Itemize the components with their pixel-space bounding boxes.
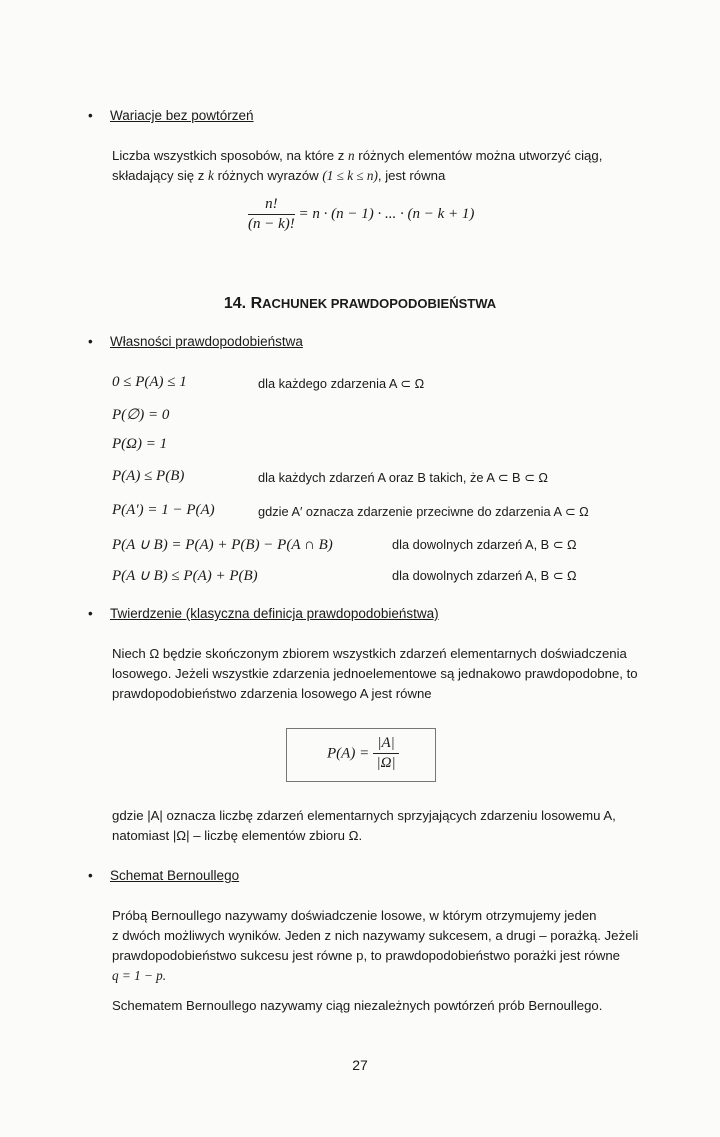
text-line: Schematem Bernoullego nazywamy ciąg niezależnych powtórzeń prób Bernoullego. (112, 998, 603, 1013)
variations-text (112, 146, 632, 186)
text-line: Niech Ω będzie skończonym zbiorem wszystkich zdarzeń elementarnych doświadczenia (112, 646, 627, 661)
property-formula: P(∅) = 0 (112, 407, 170, 423)
text: Liczba wszystkich sposobów, na które z (112, 148, 345, 163)
property-formula: P(Ω) = 1 (112, 436, 168, 452)
formula-rhs: = n · (n − 1) · ... · (n − k + 1) (298, 205, 475, 222)
property-description: dla dowolnych zdarzeń A, B ⊂ Ω (392, 537, 577, 552)
formula-box (286, 728, 436, 782)
text: składający się z (112, 168, 205, 183)
variable-k: k (208, 168, 214, 183)
property-formula: P(A′) = 1 − P(A) (112, 502, 215, 518)
text-line: prawdopodobieństwo zdarzenia losowego A jest równe (112, 686, 432, 701)
bernoulli-paragraph (112, 906, 642, 986)
variations-formula (248, 196, 474, 233)
formula-line: q = 1 − p. (112, 968, 167, 983)
text-line: natomiast |Ω| – liczbę elementów zbioru Ω. (112, 828, 363, 843)
page-number: 27 (352, 1057, 368, 1073)
section-variations-heading (88, 108, 254, 123)
text: różnych wyrazów (217, 168, 319, 183)
section-bernoulli-heading (88, 868, 239, 883)
chapter-title-initial: R (250, 295, 263, 312)
section-title: Własności prawdopodobieństwa (110, 334, 303, 349)
chapter-number: 14. (223, 295, 247, 312)
section-title: Wariacje bez powtórzeń (110, 108, 254, 123)
formula-denominator: (n − k)! (248, 216, 295, 232)
section-title: Schemat Bernoullego (110, 868, 240, 883)
text-line: losowego. Jeżeli wszystkie zdarzenia jednoelementowe są jednakowo prawdopodobne, to (112, 666, 638, 681)
property-description: dla dowolnych zdarzeń A, B ⊂ Ω (392, 568, 577, 583)
section-title: Twierdzenie (klasyczna definicja prawdopodobieństwa) (110, 606, 439, 621)
bullet: • (88, 868, 93, 883)
formula-numerator: |A| (373, 735, 398, 754)
bullet: • (88, 334, 93, 349)
formula-denominator: |Ω| (376, 755, 396, 771)
formula-numerator: n! (248, 196, 295, 215)
text-line: prawdopodobieństwo sukcesu jest równe p, to prawdopodobieństwo porażki jest równe (112, 948, 621, 963)
text-line: gdzie |A| oznacza liczbę zdarzeń elementarnych sprzyjających zdarzeniu losowemu A, (112, 808, 616, 823)
condition: (1 ≤ k ≤ n) (322, 168, 378, 183)
bullet: • (88, 606, 93, 621)
property-formula: 0 ≤ P(A) ≤ 1 (112, 374, 187, 390)
chapter-heading (0, 295, 720, 313)
property-description: gdzie A′ oznacza zdarzenie przeciwne do zdarzenia A ⊂ Ω (258, 504, 589, 519)
property-description: dla każdych zdarzeń A oraz B takich, że A ⊂ B ⊂ Ω (258, 470, 548, 485)
text-line: Próbą Bernoullego nazywamy doświadczenie losowe, w którym otrzymujemy jeden (112, 908, 597, 923)
chapter-title-rest: ACHUNEK PRAWDOPODOBIEŃSTWA (262, 296, 497, 311)
bullet: • (88, 108, 93, 123)
text: , jest równa (377, 168, 446, 183)
property-description: dla każdego zdarzenia A ⊂ Ω (258, 376, 425, 391)
formula-lhs: P(A) = (327, 745, 370, 762)
bernoulli-definition (112, 996, 642, 1016)
property-formula: P(A ∪ B) = P(A) + P(B) − P(A ∩ B) (112, 537, 333, 553)
property-formula: P(A ∪ B) ≤ P(A) + P(B) (112, 568, 258, 584)
variable-n: n (348, 148, 355, 163)
section-properties-heading (88, 334, 303, 349)
text-line: z dwóch możliwych wyników. Jeden z nich nazywamy sukcesem, a drugi – porażką. Jeżeli (112, 928, 639, 943)
classical-paragraph (112, 644, 642, 704)
section-classical-heading (88, 606, 439, 621)
classical-explanation (112, 806, 642, 846)
text: różnych elementów można utworzyć ciąg, (358, 148, 603, 163)
property-formula: P(A) ≤ P(B) (112, 468, 185, 484)
